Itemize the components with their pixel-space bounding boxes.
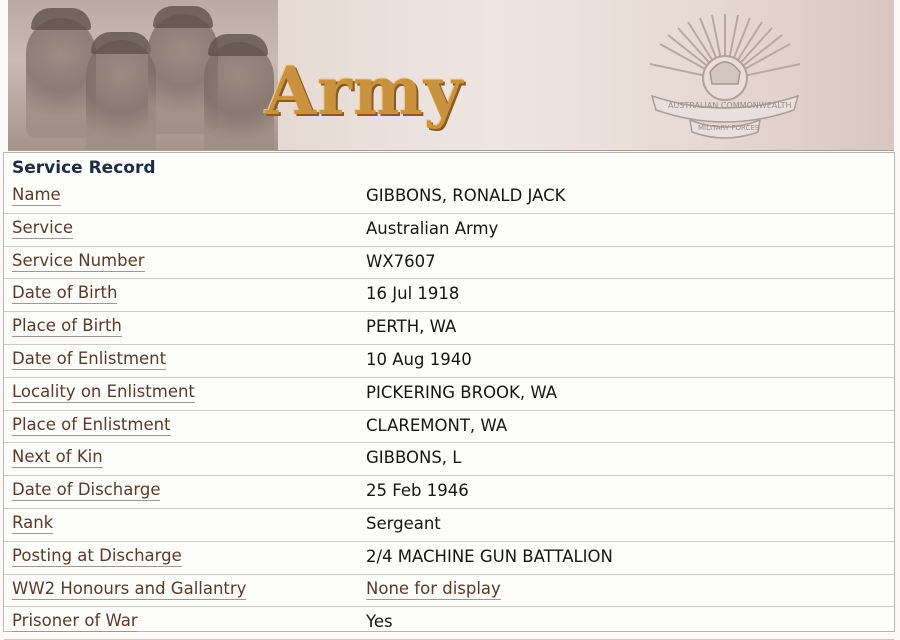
field-value: Yes <box>366 612 393 632</box>
field-label-link[interactable]: Date of Discharge <box>12 480 161 500</box>
field-label-link[interactable]: Service <box>12 217 73 237</box>
honours-link[interactable]: None for display <box>366 578 501 598</box>
table-row <box>4 443 894 476</box>
table-row <box>4 378 894 411</box>
rising-sun-badge-icon <box>640 10 810 140</box>
field-label-link[interactable]: Place of Birth <box>12 316 122 336</box>
field-label-link[interactable]: Place of Enlistment <box>12 414 171 434</box>
field-label-link[interactable]: Date of Birth <box>12 283 118 303</box>
badge-text-bottom: MILITARY FORCES <box>698 124 760 132</box>
section-title: Service Record <box>12 158 156 178</box>
table-row <box>4 312 894 345</box>
table-row <box>4 345 894 378</box>
field-label-link[interactable]: Date of Enlistment <box>12 348 167 368</box>
field-value: 16 Jul 1918 <box>366 284 460 304</box>
field-label-link[interactable]: Next of Kin <box>12 447 103 467</box>
field-label-link[interactable]: Service Number <box>12 250 145 270</box>
table-row <box>4 509 894 542</box>
table-row <box>4 279 894 312</box>
field-value: Australian Army <box>366 218 499 238</box>
field-label-link[interactable]: Posting at Discharge <box>12 545 182 565</box>
soldiers-photo <box>8 0 278 150</box>
field-value: GIBBONS, L <box>366 448 462 468</box>
table-row <box>4 476 894 509</box>
table-row <box>4 214 894 247</box>
service-record-table <box>3 152 895 632</box>
table-row <box>4 247 894 280</box>
field-label-link[interactable]: Locality on Enlistment <box>12 381 195 401</box>
banner-title: Army <box>265 52 464 130</box>
army-banner <box>8 0 894 151</box>
field-label-link[interactable]: Name <box>12 185 61 204</box>
field-value: 10 Aug 1940 <box>366 349 472 369</box>
badge-text-top: AUSTRALIAN COMMONWEALTH <box>668 101 792 110</box>
field-label-link[interactable]: Prisoner of War <box>12 611 138 631</box>
field-value: WX7607 <box>366 251 436 271</box>
table-row <box>4 181 894 214</box>
field-value: 2/4 MACHINE GUN BATTALION <box>366 546 613 566</box>
table-row <box>4 411 894 444</box>
field-value: GIBBONS, RONALD JACK <box>366 186 566 205</box>
field-label-link[interactable]: WW2 Honours and Gallantry <box>12 578 247 598</box>
table-row <box>4 542 894 575</box>
field-value: CLAREMONT, WA <box>366 415 508 435</box>
field-label-link[interactable]: Rank <box>12 512 54 532</box>
field-value: PERTH, WA <box>366 317 457 337</box>
table-row <box>4 607 894 640</box>
field-value: Sergeant <box>366 513 441 533</box>
table-row <box>4 575 894 608</box>
field-value: 25 Feb 1946 <box>366 481 469 501</box>
field-value: PICKERING BROOK, WA <box>366 382 558 402</box>
